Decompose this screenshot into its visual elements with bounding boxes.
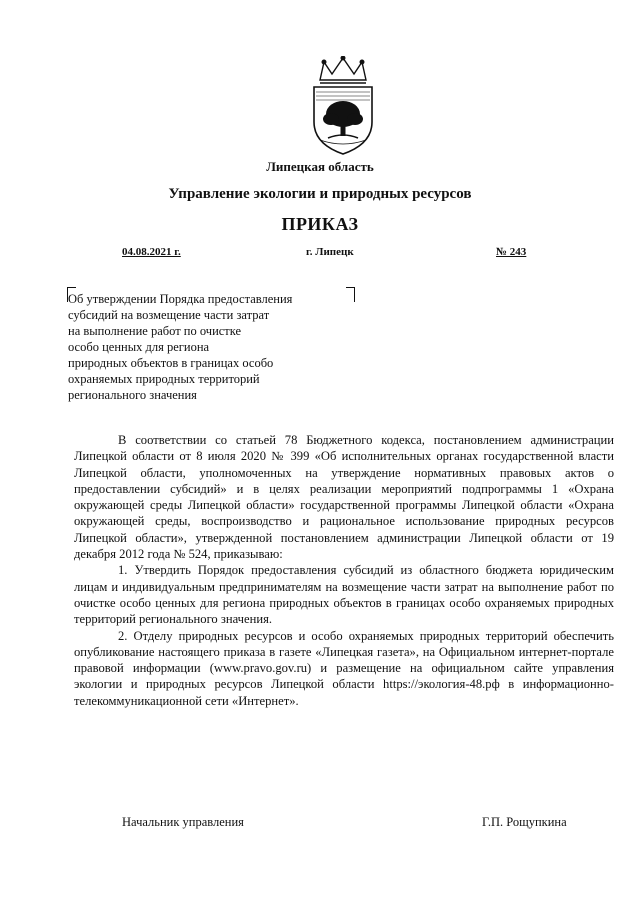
order-subject <box>68 291 368 403</box>
item-1-paragraph: 1. Утвердить Порядок предоставления субсидий из областного бюджета юридическим лицам и индивидуальным предпринимателям на возмещение части затрат на выполнение работ по очистке особо ценных для региона природных объектов в границах особо охраняемых природных территорий регионального значения. <box>74 563 614 627</box>
subject-line: субсидий на возмещение части затрат <box>68 308 270 322</box>
order-city: г. Липецк <box>306 246 354 258</box>
coat-of-arms-emblem <box>298 56 388 156</box>
document-type: ПРИКАЗ <box>281 214 359 234</box>
subject-line: регионального значения <box>68 388 197 402</box>
subject-line: особо ценных для региона <box>68 340 210 354</box>
signatory-name: Г.П. Рощупкина <box>482 815 567 829</box>
preamble-paragraph: В соответствии со статьей 78 Бюджетного кодекса, постановлением администрации Липецкой области от 8 июля 2020 № 399 «Об исполнительных органах государственной власти Липецкой области, уполномоченных на утверждение нормативных правовых актов о предоставлении субсидий» и в целях реализации мероприятий подпрограммы 1 «Охрана окружающей среды Липецкой области» государственной программы Липецкой области «Охрана окружающей среды, воспроизводство и рациональное использование природных ресурсов Липецкой области», утвержденной постановлением администрации Липецкой области от 19 декабря 2012 года № 524, приказываю: <box>74 433 614 562</box>
item-2-paragraph: 2. Отделу природных ресурсов и особо охраняемых природных территорий обеспечить опубликование настоящего приказа в газете «Липецкая газета», на Официальном интернет-портале правовой информации (www.pravo.gov.ru) и размещение на официальном сайте управления экологии и природных ресурсов Липецкой области https://экология-48.рф в информационно-телекоммуникационной сети «Интернет». <box>74 628 614 708</box>
subject-line: на выполнение работ по очистке <box>68 324 242 338</box>
region-name: Липецкая область <box>266 159 374 174</box>
order-date: 04.08.2021 г. <box>122 246 181 258</box>
subject-line: Об утверждении Порядка предоставления <box>68 292 293 306</box>
subject-line: охраняемых природных территорий <box>68 372 260 386</box>
order-number: № 243 <box>496 246 527 258</box>
order-body <box>74 432 614 709</box>
signatory-title: Начальник управления <box>122 815 244 829</box>
crown-icon <box>320 56 366 83</box>
department-name: Управление экологии и природных ресурсов <box>168 186 472 202</box>
subject-line: природных объектов в границах особо <box>68 356 274 370</box>
